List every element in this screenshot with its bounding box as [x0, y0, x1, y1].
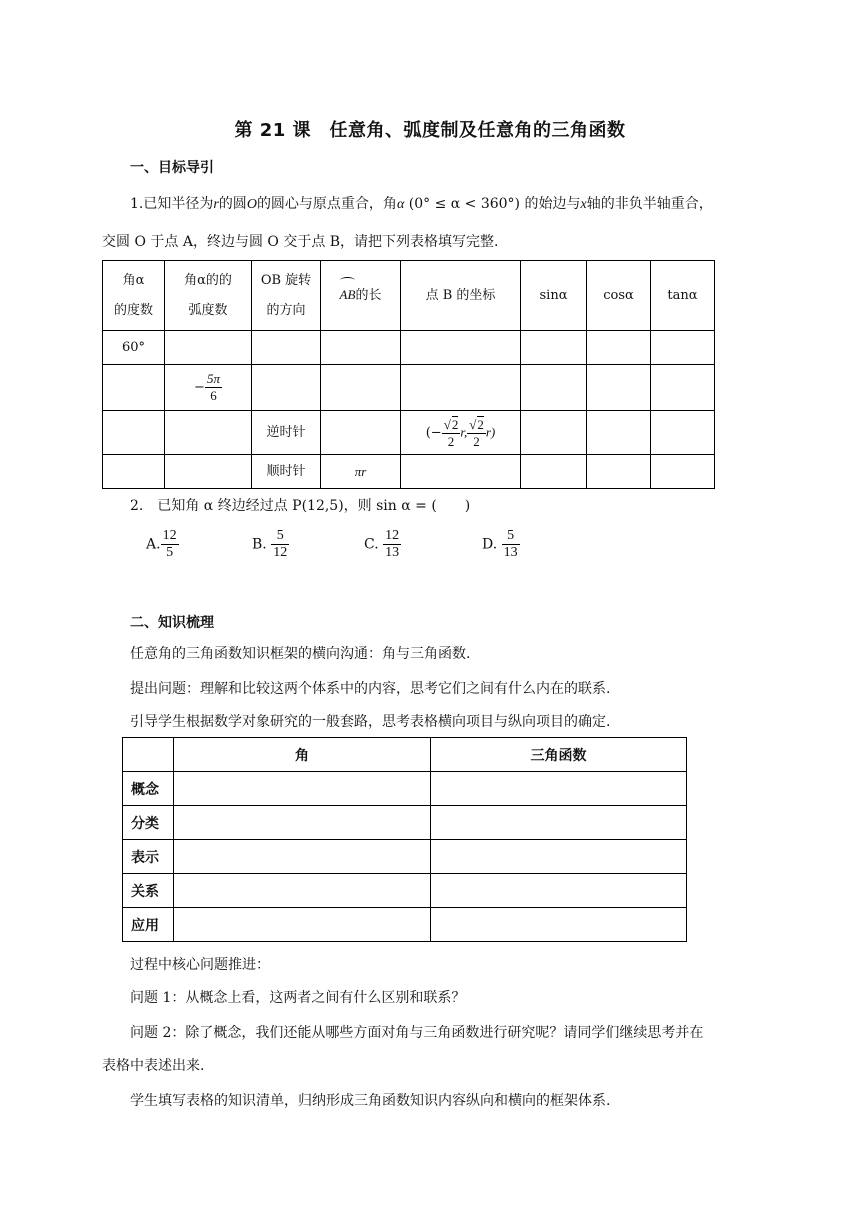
table-row	[103, 365, 715, 411]
paragraph: 引导学生根据数学对象研究的一般套路，思考表格横向项目与纵向项目的确定.	[130, 714, 611, 730]
table-header-row	[123, 738, 687, 772]
header-direction: OB 旋转 的方向	[252, 261, 321, 331]
section-heading-knowledge: 二、知识梳理	[130, 615, 214, 631]
cell-degree-60: 60°	[103, 331, 165, 365]
paragraph: 问题 2：除了概念，我们还能从哪些方面对角与三角函数进行研究呢？请同学们继续思考并在	[130, 1025, 704, 1041]
option-a: A. $\frac{12}{5}$	[146, 528, 177, 560]
table-row	[103, 411, 715, 455]
header-degree: 角α 的度数	[103, 261, 165, 331]
q1-text-d: 的始边与	[524, 196, 581, 212]
q1-circle: O	[246, 197, 257, 212]
cell-point-coord: (− $\frac{√2}{2}$ r, $\frac{√2}{2}$ r)	[401, 411, 521, 455]
option-d: D. $\frac{5}{13}$	[482, 528, 518, 560]
q1-alpha: α	[396, 197, 405, 212]
page-title: 第 21 课 任意角、弧度制及任意角的三角函数	[234, 120, 626, 141]
header-trig: 三角函数	[431, 738, 687, 772]
option-b: B. $\frac{5}{12}$	[252, 528, 288, 560]
header-angle: 角	[174, 738, 431, 772]
question-1-line-2: 交圆 O 于点 A，终边与圆 O 交于点 B，请把下列表格填写完整.	[102, 234, 499, 250]
header-radian: 角α的的 弧度数	[165, 261, 252, 331]
table-row: 表示	[123, 840, 687, 874]
q1-text-c: 的圆心与原点重合，角	[256, 196, 397, 212]
option-c: C. $\frac{12}{13}$	[364, 528, 400, 560]
cell-clockwise: 顺时针	[252, 455, 321, 489]
paragraph: 表格中表述出来.	[102, 1058, 205, 1074]
table-row: 应用	[123, 908, 687, 942]
q1-x: x	[580, 197, 587, 212]
header-cos: cosα	[587, 261, 651, 331]
table-row: 概念	[123, 772, 687, 806]
header-sin: sinα	[521, 261, 587, 331]
table-row	[103, 331, 715, 365]
paragraph: 过程中核心问题推进：	[130, 957, 270, 973]
table-header-row	[103, 261, 715, 331]
angle-table	[102, 260, 715, 489]
question-2: 2. 已知角 α 终边经过点 P(12,5)，则 sin α = ( )	[130, 498, 471, 514]
cell-arc-pi-r: πr	[321, 455, 401, 489]
table-row: 分类	[123, 806, 687, 840]
cell-radian-neg-5pi-6: − $\frac{5\pi}{6}$	[165, 365, 252, 411]
question-1-line-1	[130, 193, 713, 216]
q1-text-a: 1.已知半径为	[130, 196, 214, 212]
paragraph: 学生填写表格的知识清单，归纳形成三角函数知识内容纵向和横向的框架体系.	[130, 1093, 611, 1109]
paragraph: 提出问题：理解和比较这两个体系中的内容，思考它们之间有什么内在的联系.	[130, 681, 611, 697]
knowledge-table	[122, 737, 687, 942]
q1-radius: r	[213, 197, 219, 212]
cell-counterclockwise: 逆时针	[252, 411, 321, 455]
header-point-coord: 点 B 的坐标	[401, 261, 521, 331]
q1-text-b: 的圆	[218, 196, 247, 212]
header-arc-length: AB的长	[321, 261, 401, 331]
table-row: 关系	[123, 874, 687, 908]
paragraph: 任意角的三角函数知识框架的横向沟通：角与三角函数.	[130, 646, 471, 662]
table-row	[103, 455, 715, 489]
header-tan: tanα	[651, 261, 715, 331]
q1-text-e: 轴的非负半轴重合，	[586, 196, 713, 212]
q1-range: (0° ≤ α < 360°)	[408, 196, 521, 212]
paragraph: 问题 1：从概念上看，这两者之间有什么区别和联系？	[130, 990, 466, 1006]
section-heading-goals: 一、目标导引	[130, 160, 214, 176]
